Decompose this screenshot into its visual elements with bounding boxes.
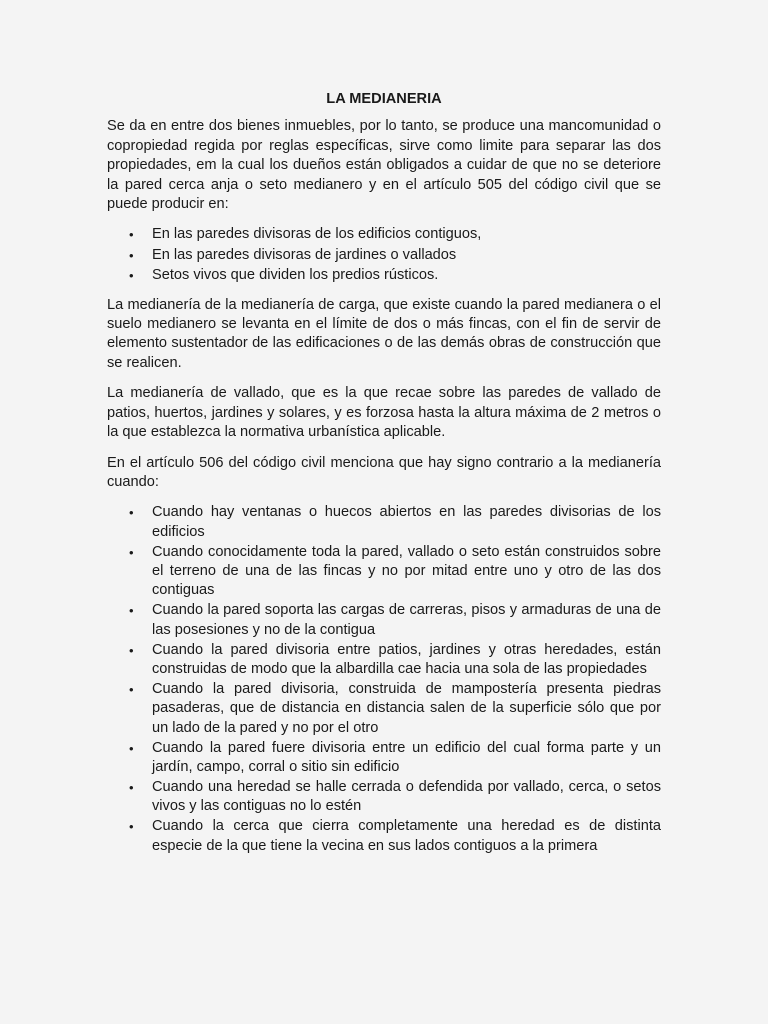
list-item [107, 601, 661, 640]
bullet-icon: • [129, 544, 134, 560]
list-item-text: Cuando una heredad se halle cerrada o defendida por vallado, cerca, o setos vivos y las contiguas no lo estén [152, 779, 661, 815]
bullet-icon: • [129, 268, 134, 284]
intro-paragraph: Se da en entre dos bienes inmuebles, por lo tanto, se produce una mancomunidad o copropiedad regida por reglas específicas, sirve como limite para separar las dos propiedades, em la cual los dueños están obligados a cuidar de que no se deteriore la pared cerca anja o seto medianero y en el artículo 505 del código civil que se puede producir en: [107, 118, 661, 213]
list-item-text: Cuando la pared divisoria, construida de mampostería presenta piedras pasaderas, que de distancia en distancia salen de la superficie sólo que por un lado de la pared y no por el otro [152, 680, 661, 736]
list-item [107, 246, 661, 265]
bullet-icon: • [129, 780, 134, 795]
list-item [107, 739, 661, 778]
list-item-text: En las paredes divisoras de jardines o vallados [152, 246, 457, 263]
paragraph-carga: La medianería de la medianería de carga, que existe cuando la pared medianera o el suelo medianero se levanta en el límite de dos o más fincas, con el fin de servir de elemento sustentador de las edificaciones o de las demás obras de construcción que se realicen. [107, 296, 661, 371]
list-item [107, 680, 661, 738]
list-item-text: Cuando la pared divisoria entre patios, jardines y otras heredades, están construidas de modo que la albardilla cae hacia una sola de las propiedades [152, 641, 661, 678]
bullet-icon: • [129, 642, 134, 658]
list-item-text: Cuando la pared soporta las cargas de carreras, pisos y armaduras de una de las posesiones y no de la contigua [152, 602, 661, 638]
list-item [107, 817, 661, 856]
list-item-text: Cuando la pared fuere divisoria entre un edificio del cual forma parte y un jardín, campo, corral o sitio sin edificio [152, 739, 661, 776]
list-item-text: Cuando hay ventanas o huecos abiertos en las paredes divisorias de los edificios [152, 504, 661, 540]
list-item-text: Setos vivos que dividen los predios rústicos. [152, 267, 439, 284]
paragraph-articulo-506: En el artículo 506 del código civil menciona que hay signo contrario a la medianería cuando: [107, 454, 661, 490]
bullet-icon: • [129, 740, 134, 756]
list-item [107, 778, 661, 817]
page-title: LA MEDIANERIA [326, 91, 442, 107]
bullet-icon: • [129, 603, 134, 619]
bullet-list-medianeria-types [107, 225, 661, 285]
bullet-icon: • [129, 819, 134, 835]
list-item-text: Cuando conocidamente toda la pared, vallado o seto están construidos sobre el terreno de una de las fincas y no por mitad entre uno y otro de las dos contiguas [152, 543, 661, 599]
list-item [107, 641, 661, 680]
list-item [107, 503, 661, 542]
list-item-text: Cuando la cerca que cierra completamente una heredad es de distinta especie de la que tiene la vecina en sus lados contiguos a la primera [152, 818, 661, 854]
document-content [107, 90, 661, 866]
bullet-icon: • [129, 505, 134, 521]
list-item-text: En las paredes divisoras de los edificios contiguos, [152, 226, 482, 243]
list-item [107, 225, 661, 244]
paragraph-vallado: La medianería de vallado, que es la que recae sobre las paredes de vallado de patios, huertos, jardines y solares, y es forzosa hasta la altura máxima de 2 metros o la que establezca la normativa urbanística aplicable. [107, 385, 661, 441]
bullet-list-signos-contrarios [107, 503, 661, 856]
list-item [107, 543, 661, 601]
list-item [107, 266, 661, 285]
bullet-icon: • [129, 227, 134, 243]
bullet-icon: • [129, 247, 134, 263]
bullet-icon: • [129, 681, 134, 697]
